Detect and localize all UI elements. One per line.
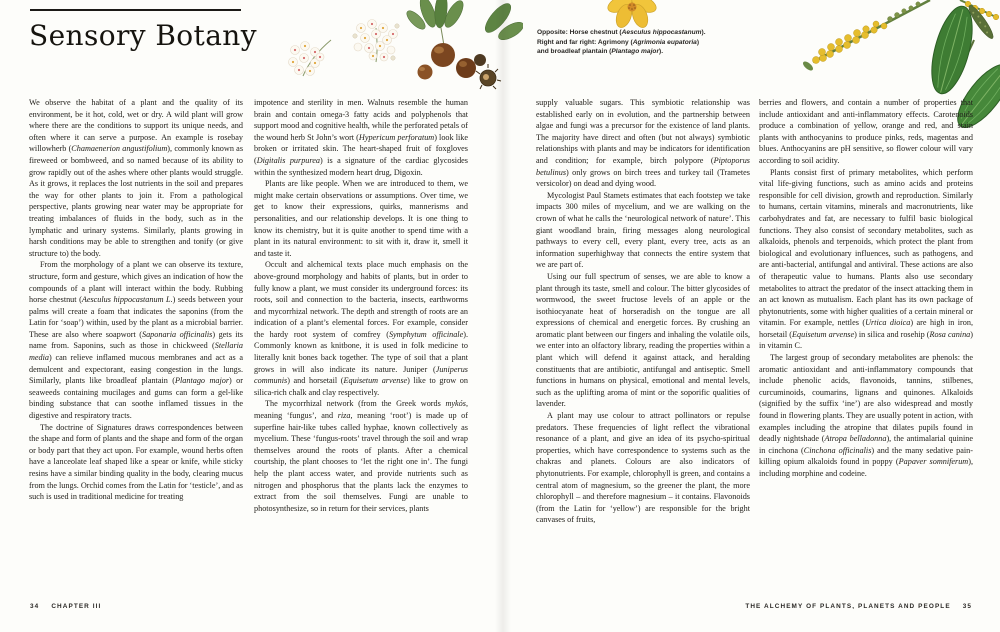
caption-line: Right and far right: Agrimony (Agrimonia eupatoria) xyxy=(537,38,700,46)
book-title-footer: THE ALCHEMY OF PLANTS, PLANETS AND PEOPLE xyxy=(745,603,951,610)
body-paragraph: Occult and alchemical texts place much emphasis on the above-ground morphology and habits of plants, but in order to fully know a plant, we must consider its underground forces: its roots, soil and connection to the bacteria, insects, earthworms and mycorrhizal network. The depth and strength of roots are an indication of a plant’s elemental forces. For example, consider the hardy root system of comfrey (Symphytum officinale). Commonly known as knitbone, it is used in folk medicine to literally knit bones back together. The type of soil that a plant grows in will also indicate its nature. Juniper (Juniperus communis) and horsetail (Equisetum arvense) like to grow on silica-rich chalk and clay respectively. xyxy=(254,260,468,397)
body-paragraph: The largest group of secondary metabolites are phenols: the aromatic antioxidant and anti-inflammatory compounds that include phenolic acids, flavonoids, tannins, stilbenes, curcuminoids, coumarins, lignans and quinones. Alkaloids (signified by the suffix ‘ine’) are also widespread and mostly found in flowering plants. They are usually potent in action, with examples including the atropine that dilates pupils found in deadly nightshade (Atropa belladonna), the antimalarial quinine in cinchona (Cinchona officinalis) and the many sedative pain-killing opium alkaloids found in poppy (Papaver somniferum), including morphine and codeine. xyxy=(759,353,974,478)
horse-chestnut-illustration xyxy=(273,0,523,100)
chapter-label: CHAPTER III xyxy=(51,603,102,610)
page-gutter xyxy=(495,0,511,632)
text-column-right-2 xyxy=(759,97,973,480)
yellow-flower xyxy=(605,0,658,30)
caption-line: and broadleaf plantain (Plantago major). xyxy=(537,48,664,56)
body-paragraph: berries and flowers, and contain a number of properties that include antioxidant and anti-inflammatory effects. Carotenoids produce a combination of yellow, orange and red, and stain plants with anthocyanins to produce pinks, reds, magentas and blues. Anthocyanins are pH sensitive, so flower colour will vary according to soil acidity. xyxy=(759,98,973,165)
body-paragraph: The doctrine of Signatures draws correspondences between the shape and form of plants and the shape and form of the organ or body part that they act upon. For example, wound herbs often have a lanceolate leaf shaped like a spear or knife, while sticky resins have a similar binding quality in the body, clearing mucus from the lungs. Orchid comes from the Latin for ‘testicle’, and as such is used in traditional medicine for treating xyxy=(29,422,243,502)
body-paragraph: Plants consist first of primary metabolites, which perform vital life-giving functions, such as amino acids and proteins responsible for cell division, growth and reproduction. Similarly to humans, certain vitamins, minerals and macronutrients, like carbohydrates and fat, are necessary to fulfil basic biological functions. They also consist of secondary metabolites, such as alkaloids, phenols and terpenoids, which protect the plant from biological and evolutionary influences, such as pathogens, and are anti-bacterial, antifungal and antiviral. These actions are also of therapeutic value to humans. Plants also use secondary metabolites to attract the predator of the insect attacking them in an act known as mutualism. Each plant has its own package of phytonutrients, some with higher qualities of a certain mineral or vitamin. For example, nettles (Urtica dioica) are high in iron, horsetail (Equisetum arvense) in silica and rosehip (Rosa canina) in vitamin C. xyxy=(759,167,973,351)
footer-left xyxy=(30,603,101,610)
title-rule xyxy=(30,9,241,11)
body-paragraph: From the morphology of a plant we can observe its texture, structure, form and gesture, which gives an indication of how the compounds of a plant will interact within the body. Rubbing horse chestnut (Aesculus hippocastanum L.) seeds between your palms will create a foam that indicates the saponins (from the Latin for ‘soap’) within, used by the plant as a microbial barrier. These are also where soapwort (Saponaria officinalis) gets its name from. Saponins, such as those in chickweed (Stellaria media) can relieve inflamed mucous membranes and act as a demulcent and expectorant, easing congestion in the lungs. Similarly, plants like broadleaf plantain (Plantago major) or seaweeds containing mucilages and gums can form a gel-like binding substance that can soothe inflamed tissues in the digestive and respiratory tracts. xyxy=(29,260,243,421)
body-paragraph: The mycorrhizal network (from the Greek words mykós, meaning ‘fungus’, and riza, meaning ‘root’) is made up of superfine hair-like tubes called hyphae, known collectively as mycelium. These ‘fungus-roots’ travel through the soil and wrap themselves around the roots of plants. After a chemical courtship, the plant chooses to ‘let the right one in’. The fungi help the plant access water, and provide nutrients such as nitrogen and phosphorus that the plants lack the enzymes to extract from the soil themselves. Fungi are unable to photosynthesize, so in return for their services, plants xyxy=(254,399,468,513)
body-paragraph: impotence and sterility in men. Walnuts resemble the human brain and contain omega-3 fatty acids and polyphenols that support mood and cognitive health, while the perforated petals of the wound herb St John’s wort (Hypericum perforatum) look like broken or irritated skin. The heart-shaped fruit of foxgloves (Digitalis purpurea) is a signature of the cardiac glycosides within the synthesized modern heart drug, Digoxin. xyxy=(254,98,468,177)
horse-chestnut-conkers xyxy=(418,43,487,80)
body-paragraph: We observe the habitat of a plant and the quality of its environment, be it hot, cold, wet or dry. A wild plant will grow where there are the conditions to support its unique needs, and often where it can serve a purpose. An example is rosebay willowherb (Chamaenerion angustifolium), commonly known as fireweed or bombweed, and so named because of its ability to grow rapidly out of the ashes where other plants would struggle. As it grows, it replaces the lost nutrients in the soil and prepares the way for other plants to join it. From a pathological perspective, plants growing near water may be appropriate for treating imbalances of fluids in the body, such as in the lymphatic and urinary systems. Similarly, plants growing in harsh conditions may be able to strengthen and tonify (or give structure to) the body. xyxy=(29,98,243,258)
footer-right xyxy=(745,603,972,610)
agrimony-flower-spike xyxy=(801,0,930,72)
body-paragraph: Using our full spectrum of senses, we are able to know a plant through its taste, smell and colour. The bitter glycosides of wormwood, the sweet fructose levels of an apple or the isothiocyanate heat of horseradish on the tongue are all expressions of chemical and energetic forces. By crushing an aromatic plant between our fingers and inhaling the volatile oils, we enter into an olfactory library, reading the properties within a plant which will defend it against attack, and heralding constituents that are antibiotic, antifungal and antiseptic. Smell functions in humans on physical, emotional and mental levels, such as the uplifting aroma of mint or the soporific qualities of lavender. xyxy=(536,271,750,409)
text-column-left-2 xyxy=(254,97,468,514)
caption-line: Opposite: Horse chestnut (Aesculus hippocastanum). xyxy=(537,29,706,36)
horse-chestnut-flower-cluster-right xyxy=(353,20,399,62)
horse-chestnut-flower-cluster-left xyxy=(289,42,325,76)
page-number-left: 34 xyxy=(30,603,40,610)
page-number-right: 35 xyxy=(962,603,972,610)
text-column-left-1 xyxy=(29,97,243,503)
body-paragraph: A plant may use colour to attract pollinators or repulse predators. These frequencies of light reflect the vibrational resonance of a plant, and give an idea of its psycho-spiritual properties, which have correspondence to systems such as the chakras and planets. Colours are also indicators of phytonutrients. For example, chlorophyll is green, and contains a central atom of magnesium, so the greener the plant, the more chlorophyll – and therefore magnesium – it contains. Flavonoids (from the Latin for ‘yellow’) are responsible for the bright canvases of fruits, xyxy=(536,411,750,525)
body-paragraph: supply valuable sugars. This symbiotic relationship was established early on in evolution, and the partnership between algae and fungi was a precursor for the existence of land plants. The majority have direct and often (but not always) symbiotic relationships with plants and may be indicators for identification and condition; for example, birch polypore (Piptoporus betulinus) only grows on birch trees and turkey tail (Trametes versicolor) on dead and dying wood. xyxy=(536,98,750,189)
caption xyxy=(537,28,772,57)
body-paragraph: Mycologist Paul Stamets estimates that each footstep we take impacts 300 miles of mycelium, and we are walking on the crown of what he calls the ‘neurological network of nature’. This giant woodland brain, firing messages along neurological pathways to every cell, every plant, every tree, acts as an information superhighway that connects the entire system that we are part of. xyxy=(536,190,750,270)
body-paragraph: Plants are like people. When we are introduced to them, we might make certain observations or assumptions. Over time, we get to know their expressions, quirks, mannerisms and personalities, and our relationship develops. It is one thing to know its chemistry, but it is quite another to spend time with a plant in its natural environment: to sit with it, draw it, smell it and taste it. xyxy=(254,179,468,258)
text-column-right-1 xyxy=(536,97,750,526)
page-title: Sensory Botany xyxy=(29,19,257,52)
